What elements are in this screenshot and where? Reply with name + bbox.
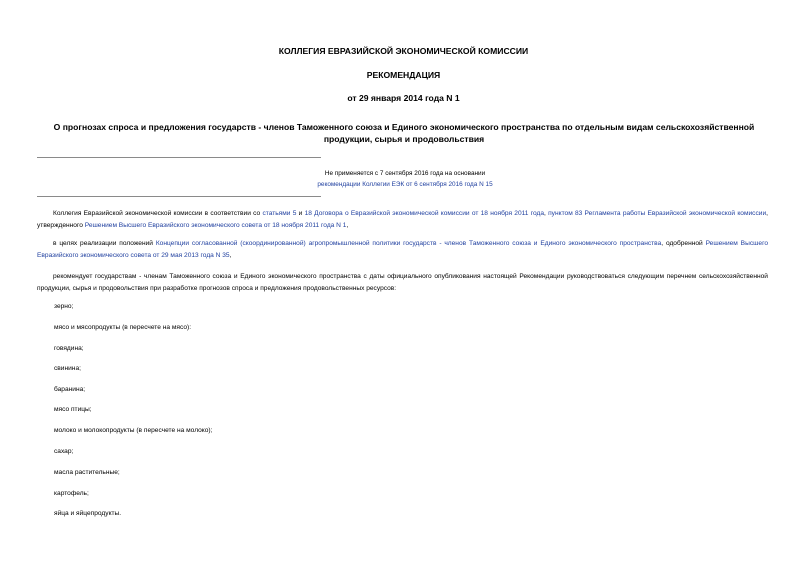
link-decision-2013-n35[interactable]: Решением Высшего Евразийского экономического совета от 29 мая 2013 года N 35 [37, 240, 768, 259]
preamble-text: Коллегия Евразийской экономической комиссии в соответствии со [53, 210, 263, 217]
list-item: масла растительные; [54, 469, 120, 476]
list-item: свинина; [54, 365, 81, 372]
list-item: молоко и молокопродукты (в пересчете на молоко); [54, 427, 213, 434]
link-regulation-clause-83[interactable]: пунктом 83 Регламента работы Евразийской экономической комиссии [548, 210, 767, 217]
list-item: зерно; [54, 303, 74, 310]
link-article-18-treaty[interactable]: 18 Договора о Евразийской экономической комиссии от 18 ноября 2011 года [304, 210, 545, 217]
divider-bottom [37, 196, 321, 197]
list-item: мясо и мясопродукты (в пересчете на мясо): [54, 324, 192, 331]
list-item: говядина; [54, 345, 84, 352]
document-date: от 29 января 2014 года N 1 [347, 93, 460, 103]
purpose-text: , [229, 251, 232, 259]
link-article-5[interactable]: статьями 5 [262, 210, 297, 217]
list-item: картофель; [54, 490, 89, 497]
preamble-text: , утвержденного [37, 210, 768, 229]
list-item: яйца и яйцепродукты. [54, 510, 122, 517]
list-item: баранина; [54, 386, 86, 393]
list-item: мясо птицы; [54, 406, 92, 413]
status-note: Не применяется с 7 сентября 2016 года на основании [324, 170, 486, 177]
document-title: О прогнозах спроса и предложения государств - членов Таможенного союза и Единого экономического пространства по отдельным видам сельскохозяйственной продукции, сырья и продовольствия [53, 122, 755, 144]
purpose-paragraph [37, 238, 768, 261]
recommendation-paragraph: рекомендует государствам - членам Таможенного союза и Единого экономического пространства с даты официального опубликования настоящей Рекомендации руководствоваться следующим перечнем сельскохозяйственной продукции, сырья и продовольствия при разработке прогнозов спроса и предложения продовольственных ресурсов: [37, 273, 768, 292]
preamble-text: , [346, 221, 349, 229]
document-type: РЕКОМЕНДАЦИЯ [366, 70, 441, 80]
purpose-text: в целях реализации положений [53, 240, 156, 247]
issuing-body: КОЛЛЕГИЯ ЕВРАЗИЙСКОЙ ЭКОНОМИЧЕСКОЙ КОМИССИИ [278, 46, 529, 56]
purpose-text: , одобренной [661, 240, 706, 247]
divider-top [37, 157, 321, 158]
status-note-link-line [255, 179, 555, 191]
preamble-text: , [544, 210, 549, 217]
list-item: сахар; [54, 448, 74, 455]
link-agro-policy-concept[interactable]: Концепции согласованной (скоординированной) агропромышленной политики государств - членов Таможенного союза и Единого экономического пространства [155, 240, 662, 247]
link-decision-2011-n1[interactable]: Решением Высшего Евразийского экономического совета от 18 ноября 2011 года N 1 [84, 221, 347, 229]
preamble-text: и [296, 210, 305, 217]
status-note-link[interactable]: рекомендации Коллегии ЕЭК от 6 сентября 2016 года N 15 [317, 181, 493, 188]
preamble-paragraph [37, 208, 768, 231]
